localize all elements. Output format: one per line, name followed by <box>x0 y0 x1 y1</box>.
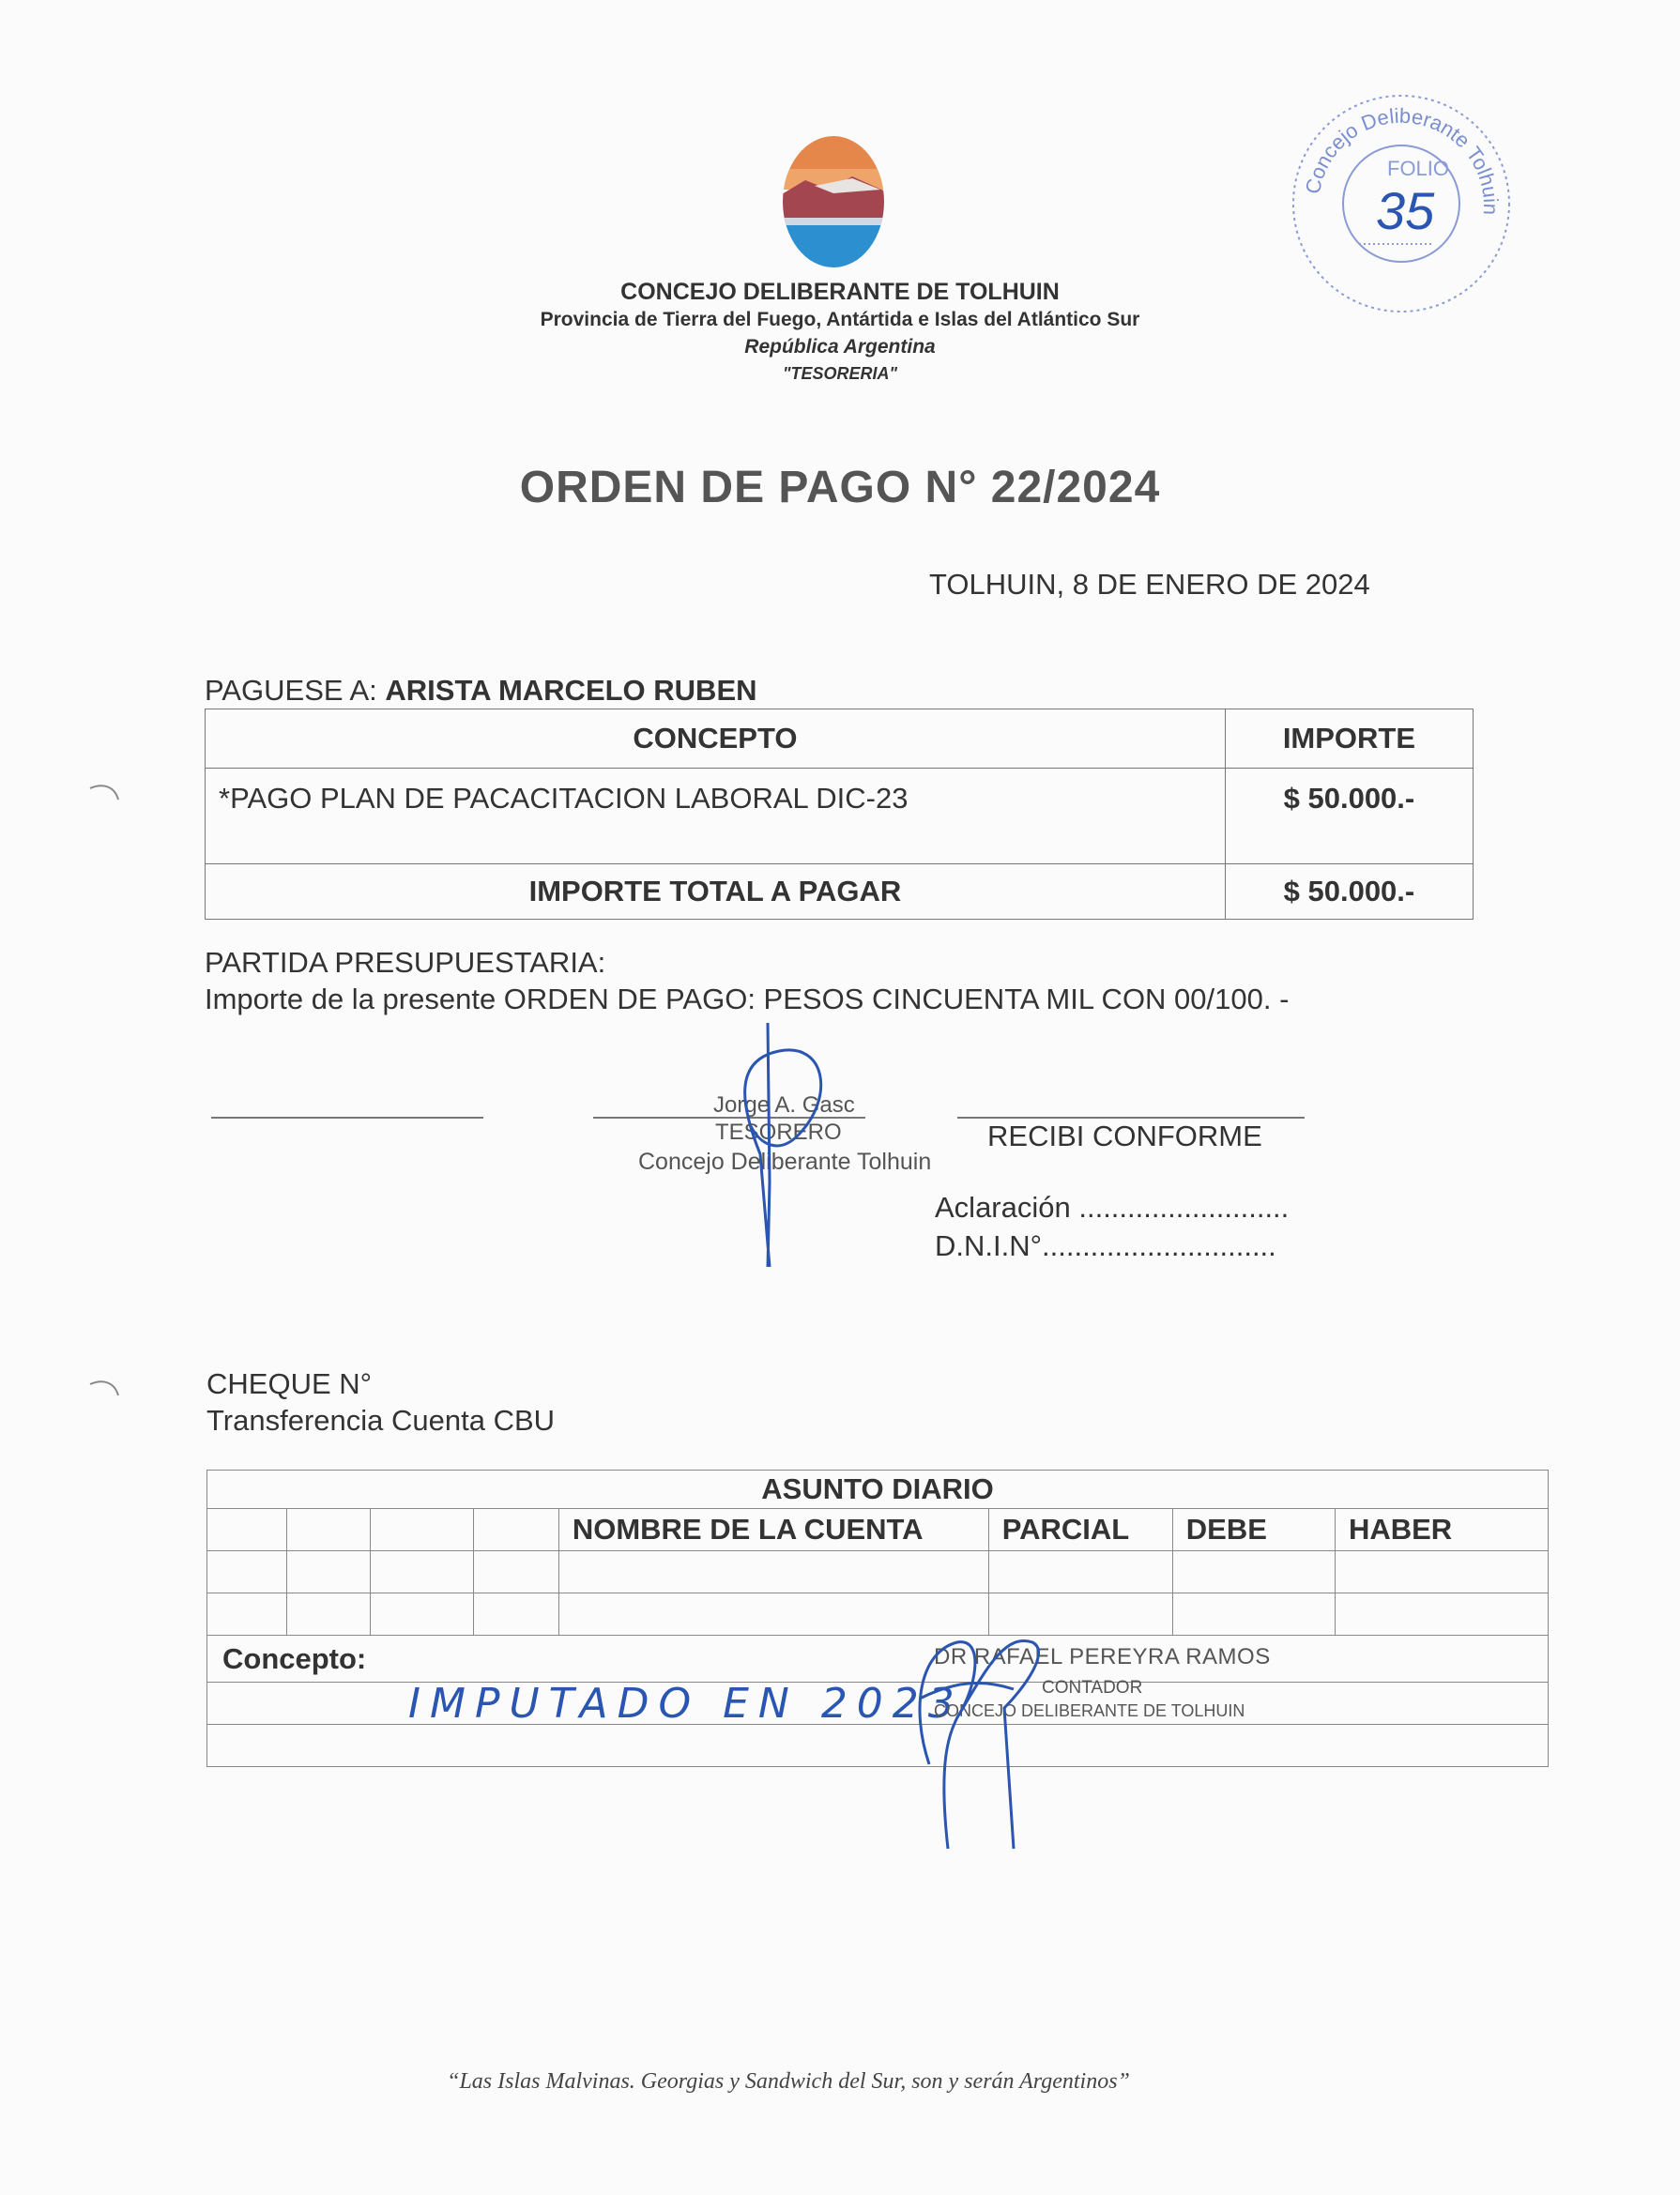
punch-hole-mark <box>86 1375 124 1412</box>
cheque-label: CHEQUE N° <box>206 1367 373 1400</box>
handwritten-note <box>408 1669 964 1734</box>
amount-header: IMPORTE <box>1225 709 1473 769</box>
folio-stamp <box>1284 86 1519 321</box>
signature-line-3 <box>957 1117 1305 1119</box>
clarification-field: Aclaración .......................... <box>935 1191 1290 1224</box>
council-logo <box>777 131 890 272</box>
order-title: ORDEN DE PAGO N° 22/2024 <box>519 463 1161 512</box>
order-date: TOLHUIN, 8 DE ENERO DE 2024 <box>929 568 1370 601</box>
stamp-folio-label: FOLIO <box>1387 157 1450 180</box>
total-amount: $ 50.000.- <box>1225 864 1473 920</box>
pay-to-line <box>205 674 757 708</box>
transfer-label: Transferencia Cuenta CBU <box>206 1404 556 1437</box>
partial-header: PARCIAL <box>988 1509 1172 1551</box>
contador-title: CONTADOR <box>1042 1678 1143 1698</box>
province-line: Provincia de Tierra del Fuego, Antártida e Islas del Atlántico Sur <box>540 309 1140 330</box>
contador-name: DR RAFAEL PEREYRA RAMOS <box>934 1644 1271 1669</box>
account-name-header: NOMBRE DE LA CUENTA <box>558 1509 988 1551</box>
stamp-org-text: Concejo Deliberante Tolhuin <box>1300 103 1504 216</box>
tesorero-name: Jorge A. Gasc <box>713 1092 855 1118</box>
office-line: "TESORERIA" <box>782 364 898 383</box>
stamp-folio-number: 35 <box>1376 181 1435 240</box>
pay-to-label: PAGUESE A: <box>205 674 377 707</box>
concept-cell: *PAGO PLAN DE PACACITACION LABORAL DIC-23 <box>206 769 1226 864</box>
budget-label: PARTIDA PRESUPUESTARIA: <box>205 946 606 979</box>
payment-table <box>205 709 1474 920</box>
amount-cell: $ 50.000.- <box>1225 769 1473 864</box>
republic-line: República Argentina <box>744 336 936 358</box>
debit-header: DEBE <box>1172 1509 1335 1551</box>
credit-header: HABER <box>1335 1509 1548 1551</box>
tesorero-signature <box>685 1014 873 1276</box>
footer-motto: “Las Islas Malvinas. Georgias y Sandwich del Sur, son y serán Argentinos” <box>447 2069 1130 2094</box>
tesorero-org: Concejo Deliberante Tolhuin <box>638 1149 932 1175</box>
concept-header: CONCEPTO <box>206 709 1226 769</box>
punch-hole-mark <box>86 779 124 816</box>
received-label: RECIBI CONFORME <box>987 1120 1262 1152</box>
handwritten-note-text: IMPUTADO EN 2023 <box>408 1680 964 1728</box>
journal-title: ASUNTO DIARIO <box>207 1471 1549 1509</box>
signature-line-1 <box>211 1117 483 1119</box>
concept-label: Concepto: <box>207 1636 1549 1683</box>
contador-org: CONCEJO DELIBERANTE DE TOLHUIN <box>934 1701 1245 1720</box>
amount-in-words: Importe de la presente ORDEN DE PAGO: PESOS CINCUENTA MIL CON 00/100. - <box>205 983 1290 1015</box>
contador-signature <box>901 1614 1079 1858</box>
total-label: IMPORTE TOTAL A PAGAR <box>206 864 1226 920</box>
dni-field: D.N.I.N°............................. <box>935 1229 1276 1262</box>
council-name: CONCEJO DELIBERANTE DE TOLHUIN <box>620 279 1060 305</box>
tesorero-title: TESORERO <box>715 1120 842 1145</box>
pay-to-name: ARISTA MARCELO RUBEN <box>385 674 757 707</box>
